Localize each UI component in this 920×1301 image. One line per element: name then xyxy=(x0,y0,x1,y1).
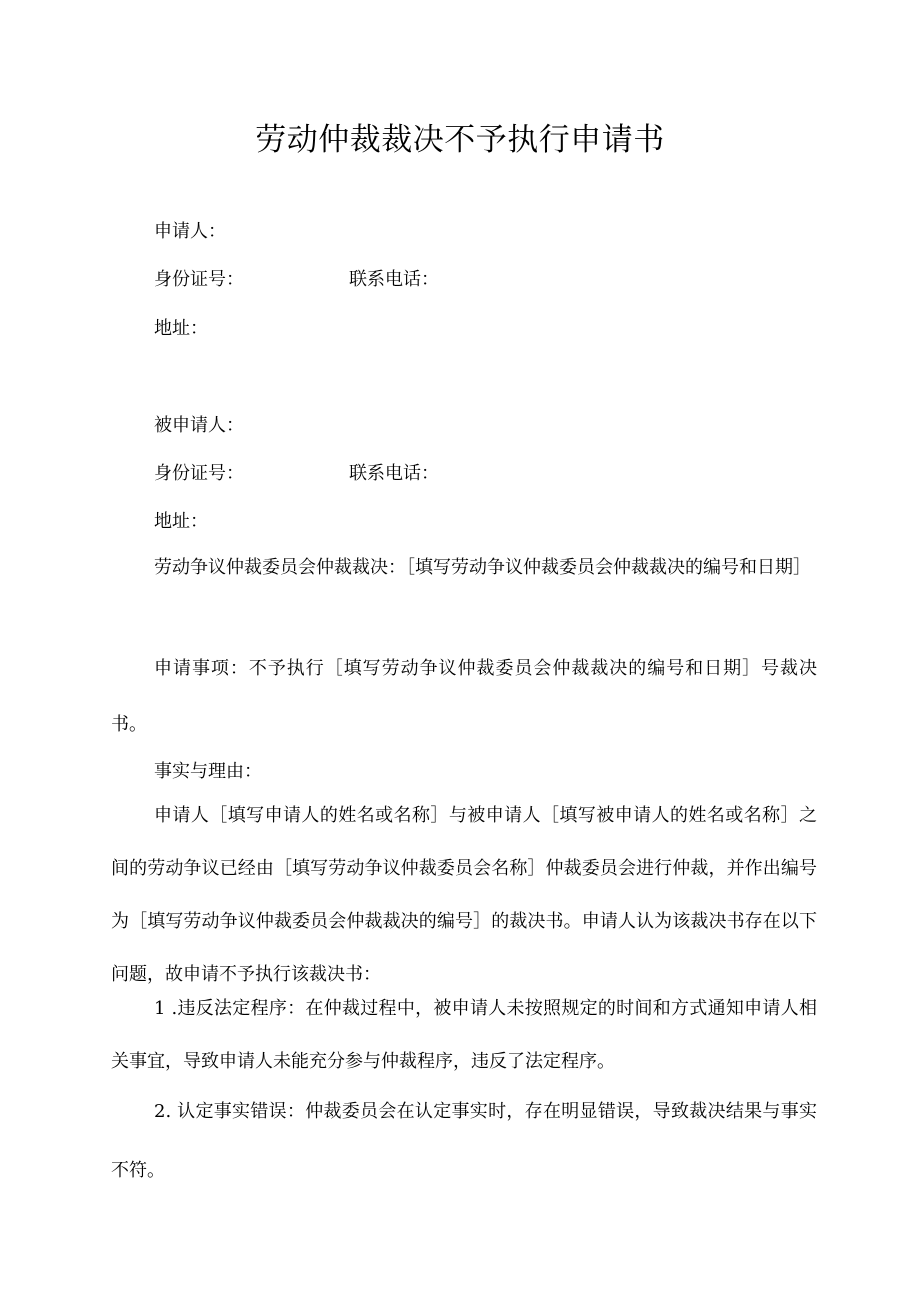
applicant-name-label: 申请人： xyxy=(154,221,226,242)
request-line: 申请事项：不予执行［填写劳动争议仲裁委员会仲裁裁决的编号和日期］号裁决书。 xyxy=(111,658,817,735)
applicant-id-label: 身份证号： xyxy=(154,269,244,290)
reason-2: 2. 认定事实错误：仲裁委员会在认定事实时，存在明显错误，导致裁决结果与事实不符。 xyxy=(111,1101,817,1181)
reason-1: 1 .违反法定程序：在仲裁过程中，被申请人未按照规定的时间和方式通知申请人相关事宜，导致申请人未能充分参与仲裁程序，违反了法定程序。 xyxy=(111,998,817,1072)
respondent-phone-label: 联系电话： xyxy=(349,463,439,484)
facts-paragraph: 申请人［填写申请人的姓名或名称］与被申请人［填写被申请人的姓名或名称］之间的劳动争议已经由［填写劳动争议仲裁委员会名称］仲裁委员会进行仲裁，并作出编号为［填写劳动争议仲裁委员会仲裁裁决的编号］的裁决书。申请人认为该裁决书存在以下问题，故申请不予执行该裁决书： xyxy=(111,805,817,985)
document-title: 劳动仲裁裁决不予执行申请书 xyxy=(255,122,665,158)
applicant-address-label: 地址： xyxy=(154,318,208,339)
award-line: 劳动争议仲裁委员会仲裁裁决：［填写劳动争议仲裁委员会仲裁裁决的编号和日期］ xyxy=(154,557,811,578)
facts-heading: 事实与理由： xyxy=(154,761,262,782)
respondent-name-label: 被申请人： xyxy=(154,415,244,436)
respondent-address-label: 地址： xyxy=(154,511,208,532)
respondent-id-label: 身份证号： xyxy=(154,463,244,484)
applicant-phone-label: 联系电话： xyxy=(349,269,439,290)
